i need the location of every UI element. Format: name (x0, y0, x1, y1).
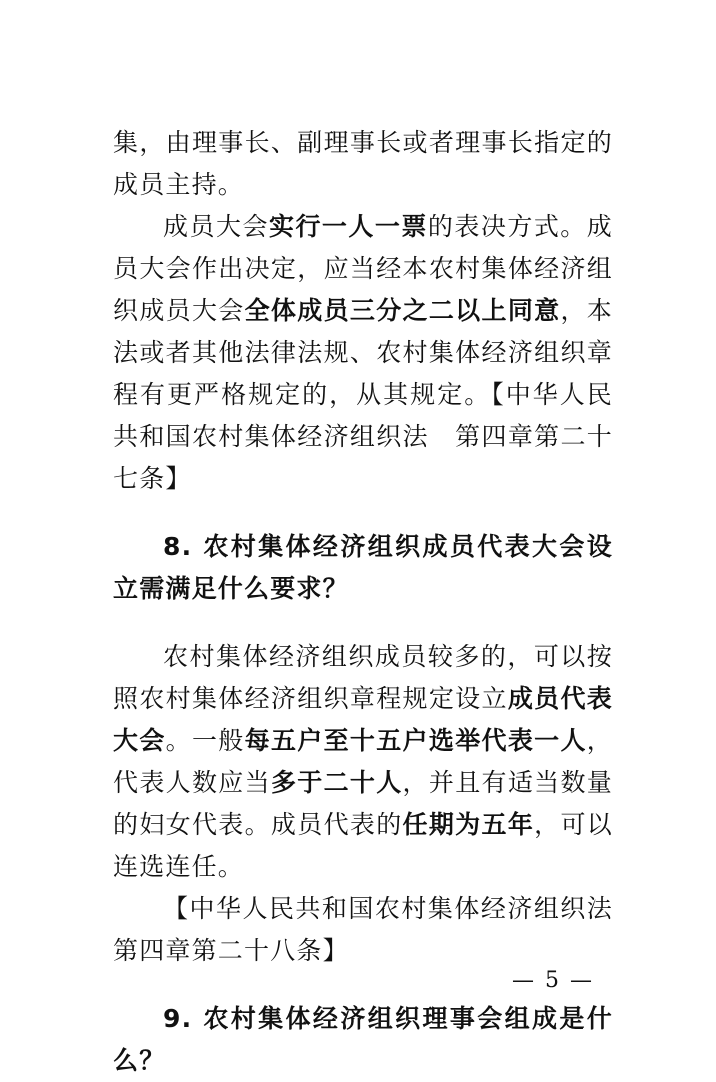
bold-span: 实行一人一票 (268, 212, 428, 241)
text-span: ，代表人数应当 (113, 726, 613, 797)
bold-span: 多于二十人 (270, 768, 403, 797)
text-span: ，可以连选连任。 (113, 810, 613, 881)
question-heading-9: 9. 农村集体经济组织理事会组成是什么？ (113, 1004, 613, 1075)
bold-span: 每五户至十五户选举代表一人 (244, 726, 587, 755)
text-span: ，并且有适当数量的妇女代表。成员代表的 (113, 768, 613, 839)
page-number: — 5 — (512, 968, 594, 993)
question-heading-8: 8. 农村集体经济组织成员代表大会设立需满足什么要求？ (113, 532, 613, 603)
paragraph-citation: 【中华人民共和国农村集体经济组织法第四章第二十八条】 (113, 894, 613, 965)
bold-span: 成员代表大会 (113, 684, 613, 755)
bold-span: 任期为五年 (402, 810, 535, 839)
text-span: 。一般 (165, 726, 245, 755)
paragraph-representatives (113, 636, 613, 888)
paragraph-voting (113, 206, 613, 500)
text-span: 农村集体经济组织成员较多的，可以按照农村集体经济组织章程规定设立 (113, 642, 613, 713)
paragraph-chair: 集，由理事长、副理事长或者理事长指定的成员主持。 (113, 128, 613, 199)
bold-span: 全体成员三分之二以上同意 (244, 296, 561, 325)
text-span: 的表决方式。成员大会作出决定，应当经本农村集体经济组织成员大会 (113, 212, 613, 325)
document-body (113, 122, 613, 1082)
text-span: ，本法或者其他法律法规、农村集体经济组织章程有更严格规定的，从其规定。【中华人民共和国农村集体经济组织法 第四章第二十七条】 (113, 296, 613, 493)
text-span: 成员大会 (163, 212, 269, 241)
